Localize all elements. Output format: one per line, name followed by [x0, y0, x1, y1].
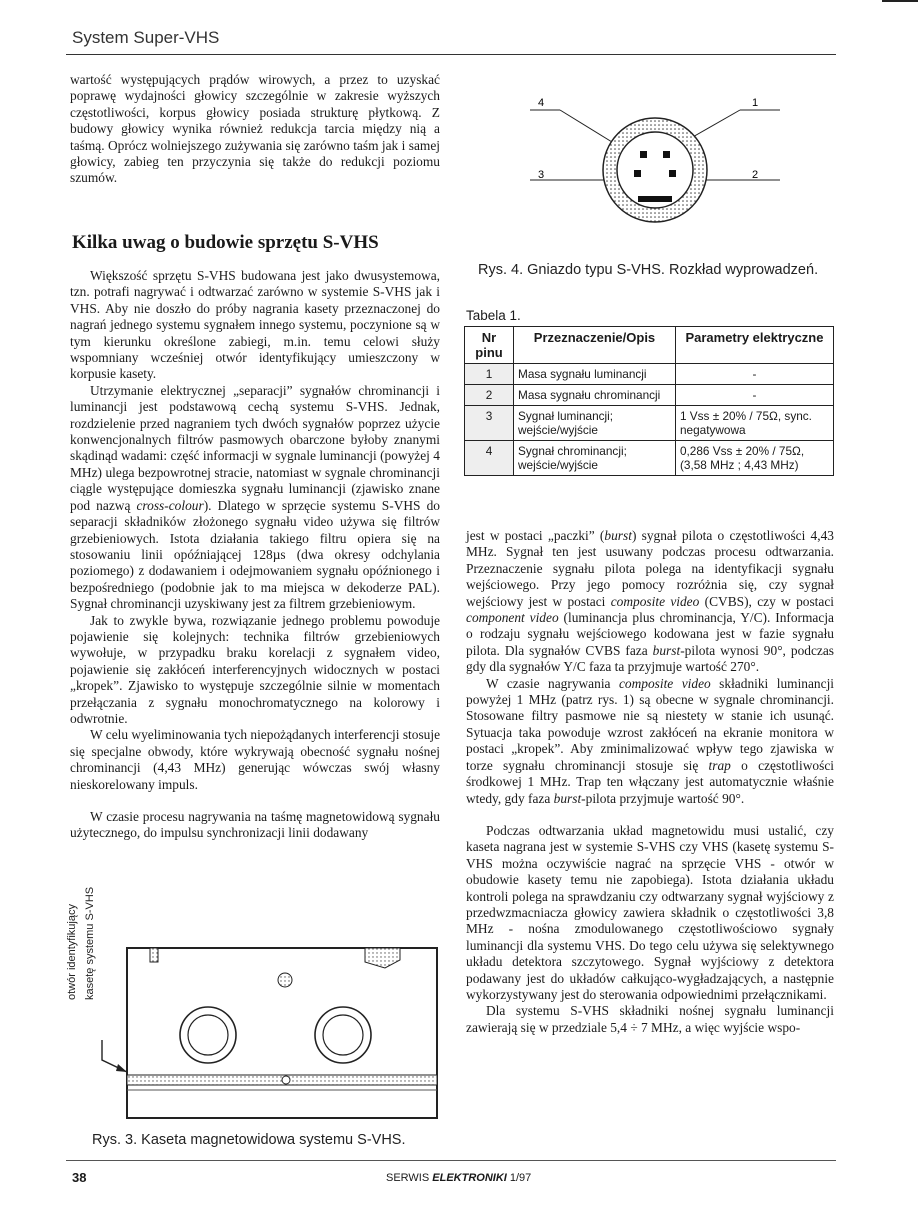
paragraph: W czasie nagrywania composite video składniki luminancji powyżej 1 MHz (patrz rys. 1) są obecne w sygnale chrominancji. Stosowane filtry pasmowe nie są niestety w stanie ich usunąć. Sytuacja taka powoduje wzrost zakłóceń na ekranie monitora w postaci „kropek”. Aby zminimalizować wpływ tego zjawiska w torze sygnału chrominancji stosuje się trap o częstotliwości środkowej 1 MHz. Trap ten włączany jest automatycznie właśnie wtedy, gdy faza burst-pilota przyjmuje wartość 90°.: [466, 675, 835, 806]
fig3-label-line1: otwór identyfikujący: [66, 904, 78, 1000]
left-body: [70, 268, 440, 842]
publication-name: SERWIS ELEKTRONIKI 1/97: [386, 1172, 532, 1184]
pin-label: 3: [538, 169, 545, 181]
fig4-caption: Rys. 4. Gniazdo typu S-VHS. Rozkład wyprowadzeń.: [478, 262, 819, 278]
paragraph: Jak to zwykle bywa, rozwiązanie jednego problemu powoduje pojawienie się kolejnych: technika filtrów grzebieniowych wywołuje, w przypadku braku korelacji z sygnałem video, pojawienie się zakłóceń interferencyjnych widocznych w postaci „kropek”. Zjawisko to występuje szczególnie silnie w momentach przełączania z sygnału monochromatycznego na kolorowy i odwrotnie.: [70, 612, 440, 726]
table-header: Przeznaczenie/Opis: [514, 327, 676, 364]
running-header: System Super-VHS: [72, 28, 220, 47]
pin-table: [464, 326, 834, 476]
header-rule: [66, 54, 836, 55]
page-number: 38: [72, 1170, 87, 1185]
fig3-caption: Rys. 3. Kaseta magnetowidowa systemu S-VHS.: [92, 1132, 406, 1148]
paragraph: Utrzymanie elektrycznej „separacji” sygnałów chrominancji i luminancji jest podstawową cechą systemu S-VHS. Jednak, rozdzielenie przed nagraniem tych dwóch sygnałów poprzez użycie konwencjonalnych filtrów pasmowych obarczone byłoby znanymi skądinąd wadami: część informacji w sygnale luminancji (powyżej 4 MHz) ulega bezpowrotnej stracie, natomiast w sygnale chrominancji ciągle występujące domieszka sygnału luminancji (zjawisko znane pod nazwą cross-colour). Dlatego w sprzęcie systemu S-VHS do separacji składników złożonego sygnału video używa się filtrów grzebieniowych. Istota działania takiego filtru opiera się na stosowaniu linii opóźniającej 128µs (dwa okresy odchylania poziomego) z dodawaniem i odejmowaniem sygnału opóźnionego i bezpośredniego (podobnie jak to ma miejsca w dekoderze PAL). Sygnał chrominancji uzyskiwany jest za filtrem grzebieniowym.: [70, 382, 440, 612]
paragraph: W czasie procesu nagrywania na taśmę magnetowidową sygnału użytecznego, do impulsu synchronizacji linii dodawany: [70, 809, 440, 841]
table-row: 2 Masa sygnału chrominancji -: [465, 385, 834, 406]
paragraph: Podczas odtwarzania układ magnetowidu musi ustalić, czy kaseta nagrana jest w systemie S-VHS czy VHS (kasetę systemu S-VHS można oczywiście nagrać na sprzęcie VHS - otwór w obudowie kasety temu nie zapobiega). Istota działania układu kontroli polega na sprawdzaniu czy odtwarzany sygnał wyjściowy z przedwzmacniacza głowicy zawiera składnik o częstotliwości 3,8 MHz - nośna zmodulowanego częstotliwościowo sygnały luminancji dla systemu VHS. Do tego celu używa się selektywnego układu detektora szczytowego. Sygnał wyjściowy z detektora podawany jest do układów całkująco-wygładzających, a następnie wykorzystywany jest do sterowania odpowiednimi przełącznikami.: [466, 822, 834, 1002]
pin-label: 4: [538, 97, 545, 109]
intro-paragraph: wartość występujących prądów wirowych, a przez to uzyskać poprawę wydajności głowicy szczególnie w zakresie wyższych częstotliwości, korpus głowicy posiada strukturę płytkową. Z budowy głowicy wynika również redukcja tarcia między nią a taśmą. Oprócz wolniejszego zużywania się zarówno taśm jak i samej głowicy, zabieg ten przyczynia się także do redukcji poziomu szumów.: [70, 72, 440, 186]
table-label: Tabela 1.: [466, 308, 521, 323]
pin-label: 1: [752, 97, 759, 109]
table-row: 3 Sygnał luminancji; wejście/wyjście 1 Vss ± 20% / 75Ω, sync. negatywowa: [465, 406, 834, 441]
paragraph: Dla systemu S-VHS składniki nośnej sygnału luminancji zawierają się w przedziale 5,4 ÷ 7 MHz, a więc wyjście wspo-: [466, 1003, 834, 1035]
right-body: [466, 528, 834, 1036]
paragraph: jest w postaci „paczki” (burst) sygnał pilota o częstotliwości 4,43 MHz. Sygnał ten jest usuwany podczas procesu odtwarzania. Przeznaczenie sygnału pilota polega na identyfikacji sygnału wejściowego. Przy jego pomocy rozróżnia się, czy sygnał wejściowy jest w postaci composite video (CVBS), czy w postaci component video (luminancja plus chrominancja, Y/C). Informacja o rodzaju sygnału wejściowego kodowana jest w fazie sygnału pilota. Dla sygnałów CVBS faza burst-pilota wynosi 90°, podczas gdy dla sygnałów Y/C faza ta przyjmuje wartość 270°.: [466, 528, 835, 675]
section-heading: Kilka uwag o budowie sprzętu S-VHS: [72, 232, 379, 253]
paragraph: Większość sprzętu S-VHS budowana jest jako dwusystemowa, tzn. potrafi nagrywać i odtwarzać zarówno w systemie S-VHS jak i VHS. Aby nie doszło do próby nagrania kasety przeznaczonej do nagrań jednego systemu sygnałem innego systemu, poczynione są w tym kierunku określone zabiegi, m.in. temu celowi służy wspomniany wcześniej otwór identyfikujący umieszczony w korpusie kasety.: [70, 268, 440, 382]
table-header: Parametry elektryczne: [675, 327, 833, 364]
paragraph: W celu wyeliminowania tych niepożądanych interferencji stosuje się specjalne obwody, które wykrywają obecność sygnału nośnej chrominancji (4,43 MHz) generując wówczas swój własny nieskorelowany impuls.: [70, 727, 441, 792]
table-header-row: [465, 327, 834, 364]
left-intro: [70, 72, 440, 187]
footer-rule: [66, 1160, 836, 1161]
corner-mark: [882, 0, 918, 2]
fig3-label-line2: kasetę systemu S-VHS: [84, 886, 96, 1000]
table-header: Nr pinu: [465, 327, 514, 364]
table-row: 4 Sygnał chrominancji; wejście/wyjście 0,286 Vss ± 20% / 75Ω, (3,58 MHz ; 4,43 MHz): [465, 441, 834, 476]
fig3-cassette-drawing: [100, 940, 445, 1120]
pin-label: 2: [752, 169, 759, 181]
fig4-socket-drawing: [530, 88, 780, 238]
table-row: 1 Masa sygnału luminancji -: [465, 364, 834, 385]
